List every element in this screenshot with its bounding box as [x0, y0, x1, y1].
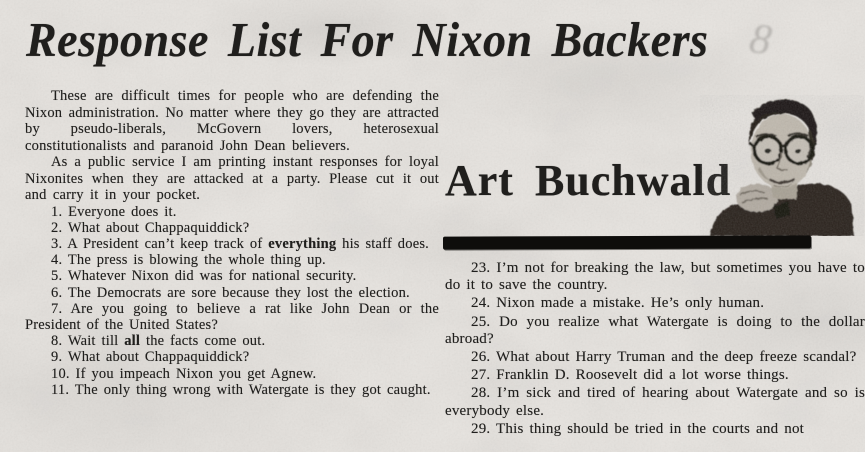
intro-paragraph-1: These are difficult times for people who are defending the Nixon administration. No matter where they go they are attracted by pseudo-liberals, McGovern lovers, heterosexual constitutionalists and paranoid John Dean believers.	[25, 88, 439, 154]
response-item: 26. What about Harry Truman and the deep freeze scandal?	[471, 349, 857, 366]
item-number: 11.	[51, 381, 70, 398]
response-item: 8. Wait till all the facts come out.	[51, 333, 266, 350]
author-byline: Art Buchwald	[445, 156, 732, 205]
item-number: 10.	[51, 365, 70, 382]
item-number: 24.	[471, 295, 491, 312]
response-item: 1. Everyone does it.	[51, 203, 177, 220]
response-item: 4. The press is blowing the whole thing up.	[51, 252, 326, 269]
response-item: 25. Do you realize what Watergate is doing to the dollar abroad?	[445, 313, 865, 347]
responses-list-right	[445, 255, 865, 439]
item-number: 25.	[471, 313, 491, 330]
item-number: 9.	[51, 349, 63, 366]
response-item: 9. What about Chappaquiddick?	[51, 349, 250, 366]
response-item: 28. I’m sick and tired of hearing about Watergate and so is everybody else.	[445, 385, 865, 419]
item-number: 6.	[51, 284, 63, 301]
responses-list-left	[25, 204, 439, 398]
item-number: 8.	[51, 333, 63, 350]
response-item: 3. A President can’t keep track of everything his staff does.	[51, 235, 429, 252]
author-photo	[700, 95, 864, 236]
response-item: 29. This thing should be tried in the courts and not	[471, 420, 805, 437]
article-headline: Response List For Nixon Backers	[26, 13, 709, 67]
response-item: 6. The Democrats are sore because they lost the election.	[51, 284, 410, 301]
section-divider-bar	[443, 235, 811, 249]
item-number: 2.	[51, 219, 63, 236]
response-item: 10. If you impeach Nixon you get Agnew.	[51, 365, 317, 382]
response-item: 24. Nixon made a mistake. He’s only human.	[471, 295, 765, 312]
item-number: 1.	[51, 203, 63, 220]
item-number: 27.	[471, 367, 491, 384]
response-item: 27. Franklin D. Roosevelt did a lot worse things.	[471, 367, 789, 384]
item-number: 26.	[471, 349, 491, 366]
response-item: 7. Are you going to believe a rat like John Dean or the President of the United States?	[25, 300, 439, 333]
item-number: 29.	[471, 420, 491, 437]
item-number: 3.	[51, 235, 63, 252]
item-number: 28.	[471, 385, 491, 402]
response-item: 5. Whatever Nixon did was for national security.	[51, 268, 357, 285]
response-item: 11. The only thing wrong with Watergate is they got caught.	[51, 381, 431, 398]
ink-smudge: 8	[746, 15, 775, 65]
item-number: 4.	[51, 252, 63, 269]
intro-paragraph-2: As a public service I am printing instant responses for loyal Nixonites when they are attacked at a party. Please cut it out and carry it in your pocket.	[25, 154, 439, 203]
item-number: 5.	[51, 268, 63, 285]
response-item: 2. What about Chappaquiddick?	[51, 219, 250, 236]
right-column	[445, 95, 865, 452]
item-number: 7.	[51, 300, 63, 317]
left-column	[25, 88, 439, 398]
item-number: 23.	[471, 260, 491, 276]
response-item: 23. I’m not for breaking the law, but sometimes you have to do it to save the country.	[445, 260, 865, 294]
